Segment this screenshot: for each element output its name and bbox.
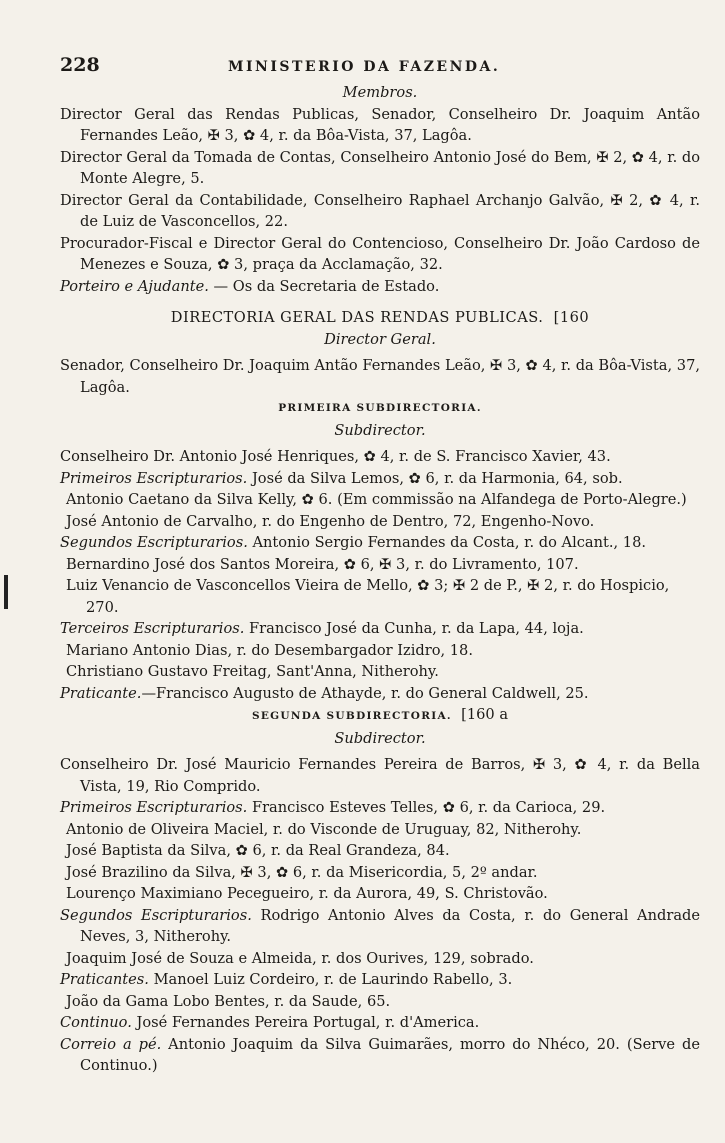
segunda-title-text: SEGUNDA SUBDIRECTORIA. [251,710,452,722]
praticantes-first-text: Manoel Luiz Cordeiro, r. de Laurindo Rabello, 3. [153,971,513,988]
primeiros-label: Primeiros Escripturarios. [60,799,248,816]
list-item: José Antonio de Carvalho, r. do Engenho de Dentro, 72, Engenho-Novo. [66,512,595,530]
correio-label: Correio a pé. [60,1035,162,1053]
list-item: Antonio de Oliveira Maciel, r. do Visconde de Uruguay, 82, Nitherohy. [66,820,582,838]
membro-entry: Director Geral da Tomada de Contas, Conselheiro Antonio José do Bem, ✠ 2, ✿ 4, r. do Monte Alegre, 5. [60,148,700,187]
primeira-sub-heading: Subdirector. [334,421,426,439]
subdirector-entry: Conselheiro Dr. Antonio José Henriques, ✿ 4, r. de S. Francisco Xavier, 43. [60,448,611,465]
segundos-label: Segundos Escripturarios. [60,534,248,551]
praticante-entry [60,683,700,705]
porteiro-text: — Os da Secretaria de Estado. [213,277,440,295]
director-heading: Director Geral. [324,330,436,348]
continuo-text: José Fernandes Pereira Portugal, r. d'America. [136,1014,480,1031]
correio-entry [60,1034,700,1077]
primeiros-first [60,797,700,819]
list-item: Mariano Antonio Dias, r. do Desembargador Izidro, 18. [66,641,473,659]
membro-entry: Director Geral da Contabilidade, Conselheiro Raphael Archanjo Galvão, ✠ 2, ✿ 4, r. de Luiz de Vasconcellos, 22. [60,191,700,230]
primeiros-label: Primeiros Escripturarios. [60,469,248,487]
list-item: Antonio Caetano da Silva Kelly, ✿ 6. (Em commissão na Alfandega de Porto-Alegre.) [66,491,687,508]
terceiros-first [60,618,700,640]
primeiros-first-text: José da Silva Lemos, ✿ 6, r. da Harmonia, 64, sob. [251,469,623,487]
primeiros-first [60,468,700,490]
directoria-title [60,307,700,329]
directoria-title-text: DIRECTORIA GERAL DAS RENDAS PUBLICAS. [170,309,544,326]
praticante-label: Praticante. [60,684,142,702]
primeira-title: PRIMEIRA SUBDIRECTORIA. [278,402,482,414]
page-header [60,55,700,81]
list-item: José Brazilino da Silva, ✠ 3, ✿ 6, r. da Misericordia, 5, 2º andar. [66,863,538,881]
correio-text: Antonio Joaquim da Silva Guimarães, morro do Nhéco, 20. (Serve de Continuo.) [80,1035,700,1074]
list-item: José Baptista da Silva, ✿ 6, r. da Real Grandeza, 84. [66,842,450,859]
directoria-title-note: [160 [553,309,590,326]
porteiro-entry [60,276,700,298]
list-item: Bernardino José dos Santos Moreira, ✿ 6, ✠ 3, r. do Livramento, 107. [66,555,579,573]
praticantes-first [60,969,700,991]
segunda-title-note: [160 a [461,706,509,723]
segunda-sub-heading: Subdirector. [334,729,426,747]
running-title: MINISTERIO DA FAZENDA. [228,59,501,75]
segundos-label: Segundos Escripturarios. [60,906,252,924]
page-number: 228 [60,54,100,76]
list-item: João da Gama Lobo Bentes, r. da Saude, 65. [66,992,391,1010]
terceiros-label: Terceiros Escripturarios. [60,620,245,637]
segundos-first [60,532,700,554]
subdirector-entry: Conselheiro Dr. José Mauricio Fernandes Pereira de Barros, ✠ 3, ✿ 4, r. da Bella Vista, 19, Rio Comprido. [60,756,700,795]
membro-entry: Procurador-Fiscal e Director Geral do Contencioso, Conselheiro Dr. João Cardoso de Menezes e Souza, ✿ 3, praça da Acclamação, 32. [60,234,700,273]
terceiros-first-text: Francisco José da Cunha, r. da Lapa, 44, loja. [249,620,584,637]
list-item: Luiz Venancio de Vasconcellos Vieira de Mello, ✿ 3; ✠ 2 de P., ✠ 2, r. do Hospicio, 270. [66,577,670,616]
membro-entry: Director Geral das Rendas Publicas, Senador, Conselheiro Dr. Joaquim Antão Fernandes Leão, ✠ 3, ✿ 4, r. da Bôa-Vista, 37, Lagôa. [60,105,700,144]
margin-mark [4,575,8,609]
segundos-first [60,905,700,948]
porteiro-label: Porteiro e Ajudante. [60,277,209,295]
segunda-title [60,704,700,728]
continuo-label: Continuo. [60,1014,132,1031]
segundos-first-text: Rodrigo Antonio Alves da Costa, r. do General Andrade Neves, 3, Nitherohy. [80,906,700,945]
continuo-entry [60,1012,700,1034]
section-heading-membros: Membros. [342,84,418,101]
list-item: Christiano Gustavo Freitag, Sant'Anna, Nitherohy. [66,663,439,680]
segundos-first-text: Antonio Sergio Fernandes da Costa, r. do Alcant., 18. [252,534,647,551]
list-item: Joaquim José de Souza e Almeida, r. dos Ourives, 129, sobrado. [66,949,534,967]
praticantes-label: Praticantes. [60,971,149,988]
director-entry: Senador, Conselheiro Dr. Joaquim Antão Fernandes Leão, ✠ 3, ✿ 4, r. da Bôa-Vista, 37, Lagôa. [60,357,700,396]
list-item: Lourenço Maximiano Pecegueiro, r. da Aurora, 49, S. Christovão. [66,885,548,902]
praticante-text: —Francisco Augusto de Athayde, r. do General Caldwell, 25. [141,684,589,702]
primeiros-first-text: Francisco Esteves Telles, ✿ 6, r. da Carioca, 29. [251,799,606,816]
page-content [60,82,700,1077]
